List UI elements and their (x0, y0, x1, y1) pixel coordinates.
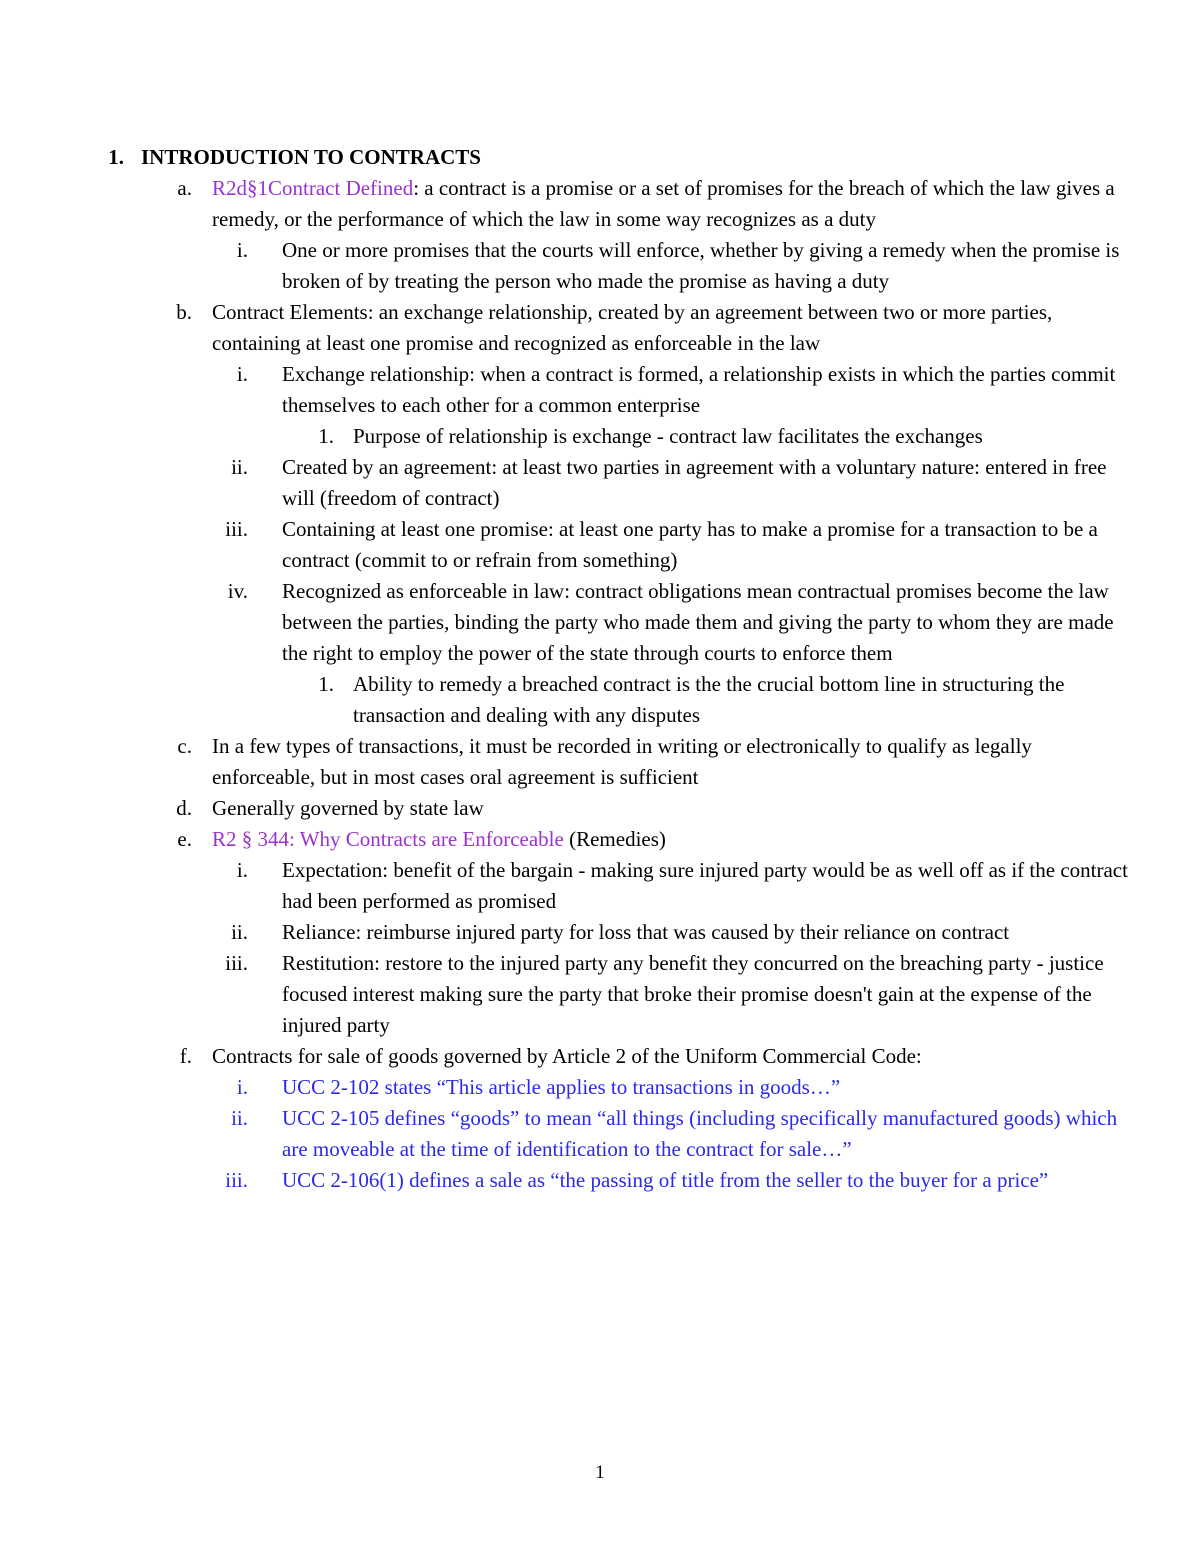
item-b (0, 297, 1200, 359)
item-marker: i. (236, 858, 248, 882)
item-text: Exchange relationship: when a contract is formed, a relationship exists in which the parties commit themselves to each other for a common enterprise (282, 362, 1116, 417)
item-marker: 1. (318, 672, 334, 696)
item-text: UCC 2-102 states “This article applies to transactions in goods…” (282, 1075, 841, 1099)
page-number: 1 (595, 1462, 605, 1483)
item-marker: iv. (227, 579, 248, 603)
item-marker: a. (177, 176, 192, 200)
item-a-i (0, 235, 1200, 297)
item-marker: ii. (231, 1106, 248, 1130)
section-heading (0, 142, 1200, 173)
item-marker: iii. (225, 1168, 248, 1192)
item-text: Contract Elements: an exchange relationship, created by an agreement between two or more parties, containing at least one promise and recognized as enforceable in the law (212, 300, 1053, 355)
item-f-iii (0, 1165, 1200, 1196)
item-marker: i. (236, 1075, 248, 1099)
item-text: Contracts for sale of goods governed by Article 2 of the Uniform Commercial Code: (212, 1044, 922, 1068)
item-marker: iii. (225, 517, 248, 541)
item-e-i (0, 855, 1200, 917)
item-text: Containing at least one promise: at least one party has to make a promise for a transaction to be a contract (commit to or refrain from something) (282, 517, 1098, 572)
item-b-iv-1 (0, 669, 1200, 731)
item-e (0, 824, 1200, 855)
item-marker: ii. (231, 920, 248, 944)
item-e-ii (0, 917, 1200, 948)
item-marker: d. (176, 796, 192, 820)
item-b-i (0, 359, 1200, 421)
item-b-iii (0, 514, 1200, 576)
item-d (0, 793, 1200, 824)
item-marker: f. (179, 1044, 192, 1068)
item-text: One or more promises that the courts will enforce, whether by giving a remedy when the promise is broken of by treating the person who made the promise as having a duty (282, 238, 1120, 293)
item-b-iv (0, 576, 1200, 669)
item-e-iii (0, 948, 1200, 1041)
item-text: Ability to remedy a breached contract is the the crucial bottom line in structuring the transaction and dealing with any disputes (353, 672, 1065, 727)
section-number: 1. (108, 145, 124, 169)
item-text: Restitution: restore to the injured party any benefit they concurred on the breaching party - justice focused interest making sure the party that broke their promise doesn't gain at the expense of the injured party (282, 951, 1104, 1037)
citation-r2-344: R2 § 344: Why Contracts are Enforceable (212, 827, 564, 851)
item-marker: e. (177, 827, 192, 851)
item-text: Purpose of relationship is exchange - contract law facilitates the exchanges (353, 424, 983, 448)
item-text: Generally governed by state law (212, 796, 484, 820)
item-marker: b. (176, 300, 192, 324)
item-b-i-1 (0, 421, 1200, 452)
item-text: R2d§1Contract Defined: a contract is a promise or a set of promises for the breach of which the law gives a remedy, or the performance of which the law in some way recognizes as a duty (212, 176, 1115, 231)
item-b-ii (0, 452, 1200, 514)
section-title: INTRODUCTION TO CONTRACTS (141, 145, 481, 169)
item-text: Reliance: reimburse injured party for loss that was caused by their reliance on contract (282, 920, 1010, 944)
item-text: Recognized as enforceable in law: contract obligations mean contractual promises become the law between the parties, binding the party who made them and giving the party to whom they are made the right to employ the power of the state through courts to enforce them (282, 579, 1114, 665)
item-marker: c. (177, 734, 192, 758)
item-a (0, 173, 1200, 235)
document-body (0, 142, 1200, 1196)
item-c (0, 731, 1200, 793)
item-marker: 1. (318, 424, 334, 448)
item-marker: iii. (225, 951, 248, 975)
item-f-ii (0, 1103, 1200, 1165)
item-text: Expectation: benefit of the bargain - making sure injured party would be as well off as if the contract had been performed as promised (282, 858, 1128, 913)
item-marker: i. (236, 238, 248, 262)
item-marker: i. (236, 362, 248, 386)
item-f (0, 1041, 1200, 1072)
item-text: UCC 2-105 defines “goods” to mean “all things (including specifically manufactured goods) which are moveable at the time of identification to the contract for sale…” (282, 1106, 1118, 1161)
item-f-i (0, 1072, 1200, 1103)
item-text: UCC 2-106(1) defines a sale as “the passing of title from the seller to the buyer for a price” (282, 1168, 1049, 1192)
item-marker: ii. (231, 455, 248, 479)
item-text: Created by an agreement: at least two parties in agreement with a voluntary nature: entered in free will (freedom of contract) (282, 455, 1107, 510)
item-text: In a few types of transactions, it must be recorded in writing or electronically to qualify as legally enforceable, but in most cases oral agreement is sufficient (212, 734, 1032, 789)
item-text: R2 § 344: Why Contracts are Enforceable (Remedies) (212, 827, 666, 851)
citation-r2d-1: R2d§1Contract Defined (212, 176, 414, 200)
